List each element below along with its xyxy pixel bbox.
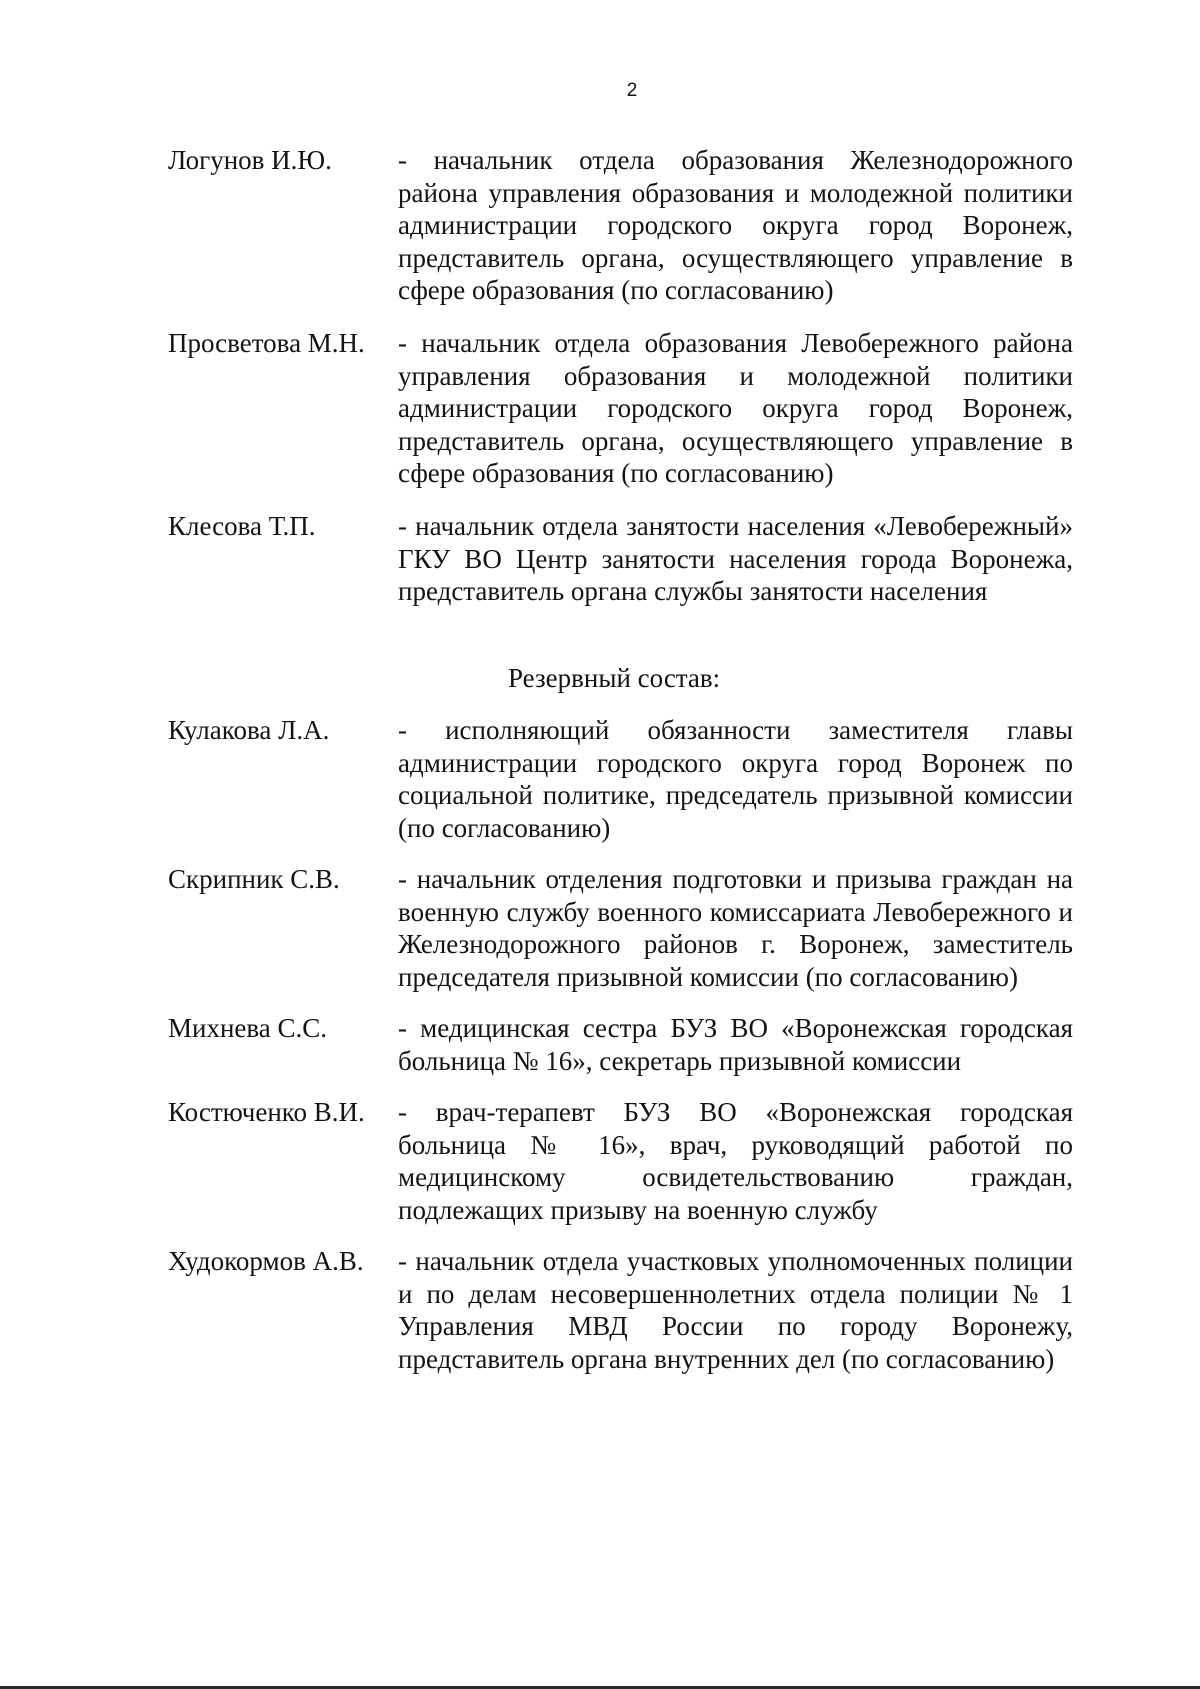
member-name: Кулакова Л.А. xyxy=(168,715,330,745)
member-description: - исполняющий обязанности заместителя главы администрации городского округа город Воронеж по социальной политике, председатель призывной комиссии (по согласованию) xyxy=(398,715,1073,843)
member-description: - врач-терапевт БУЗ ВО «Воронежская городская больница № 16», врач, руководящий работой по медицинскому освидетельствованию граждан, подлежащих призыву на военную службу xyxy=(398,1097,1073,1225)
member-description: - начальник отдела образования Левобережного района управления образования и молодежной политики администрации городского округа город Воронеж, представитель органа, осуществляющего управление в сфере образования (по согласованию) xyxy=(398,328,1073,488)
reserve-heading: Резервный состав: xyxy=(508,663,721,693)
member-name: Логунов И.Ю. xyxy=(168,145,332,175)
member-name: Клесова Т.П. xyxy=(168,511,316,541)
member-description: - начальник отделения подготовки и призыва граждан на военную службу военного комиссариата Левобережного и Железнодорожного районов г. Воронеж, заместитель председателя призывной комиссии (по согласованию) xyxy=(398,864,1073,992)
page-number: 2 xyxy=(626,80,638,101)
member-description: - начальник отдела занятости населения «Левобережный» ГКУ ВО Центр занятости населения города Воронежа, представитель органа службы занятости населения xyxy=(398,511,1073,606)
member-description: - начальник отдела участковых уполномоченных полиции и по делам несовершеннолетних отдела полиции № 1 Управления МВД России по городу Воронежу, представитель органа внутренних дел (по согласованию) xyxy=(398,1246,1073,1374)
member-name: Михнева С.С. xyxy=(168,1013,328,1043)
member-description: - начальник отдела образования Железнодорожного района управления образования и молодежной политики администрации городского округа город Воронеж, представитель органа, осуществляющего управление в сфере образования (по согласованию) xyxy=(398,145,1073,305)
member-description: - медицинская сестра БУЗ ВО «Воронежская городская больница № 16», секретарь призывной комиссии xyxy=(398,1013,1073,1076)
member-name: Просветова М.Н. xyxy=(168,328,365,358)
member-name: Костюченко В.И. xyxy=(168,1097,365,1127)
member-name: Скрипник С.В. xyxy=(168,864,340,894)
member-name: Худокормов А.В. xyxy=(168,1246,364,1276)
